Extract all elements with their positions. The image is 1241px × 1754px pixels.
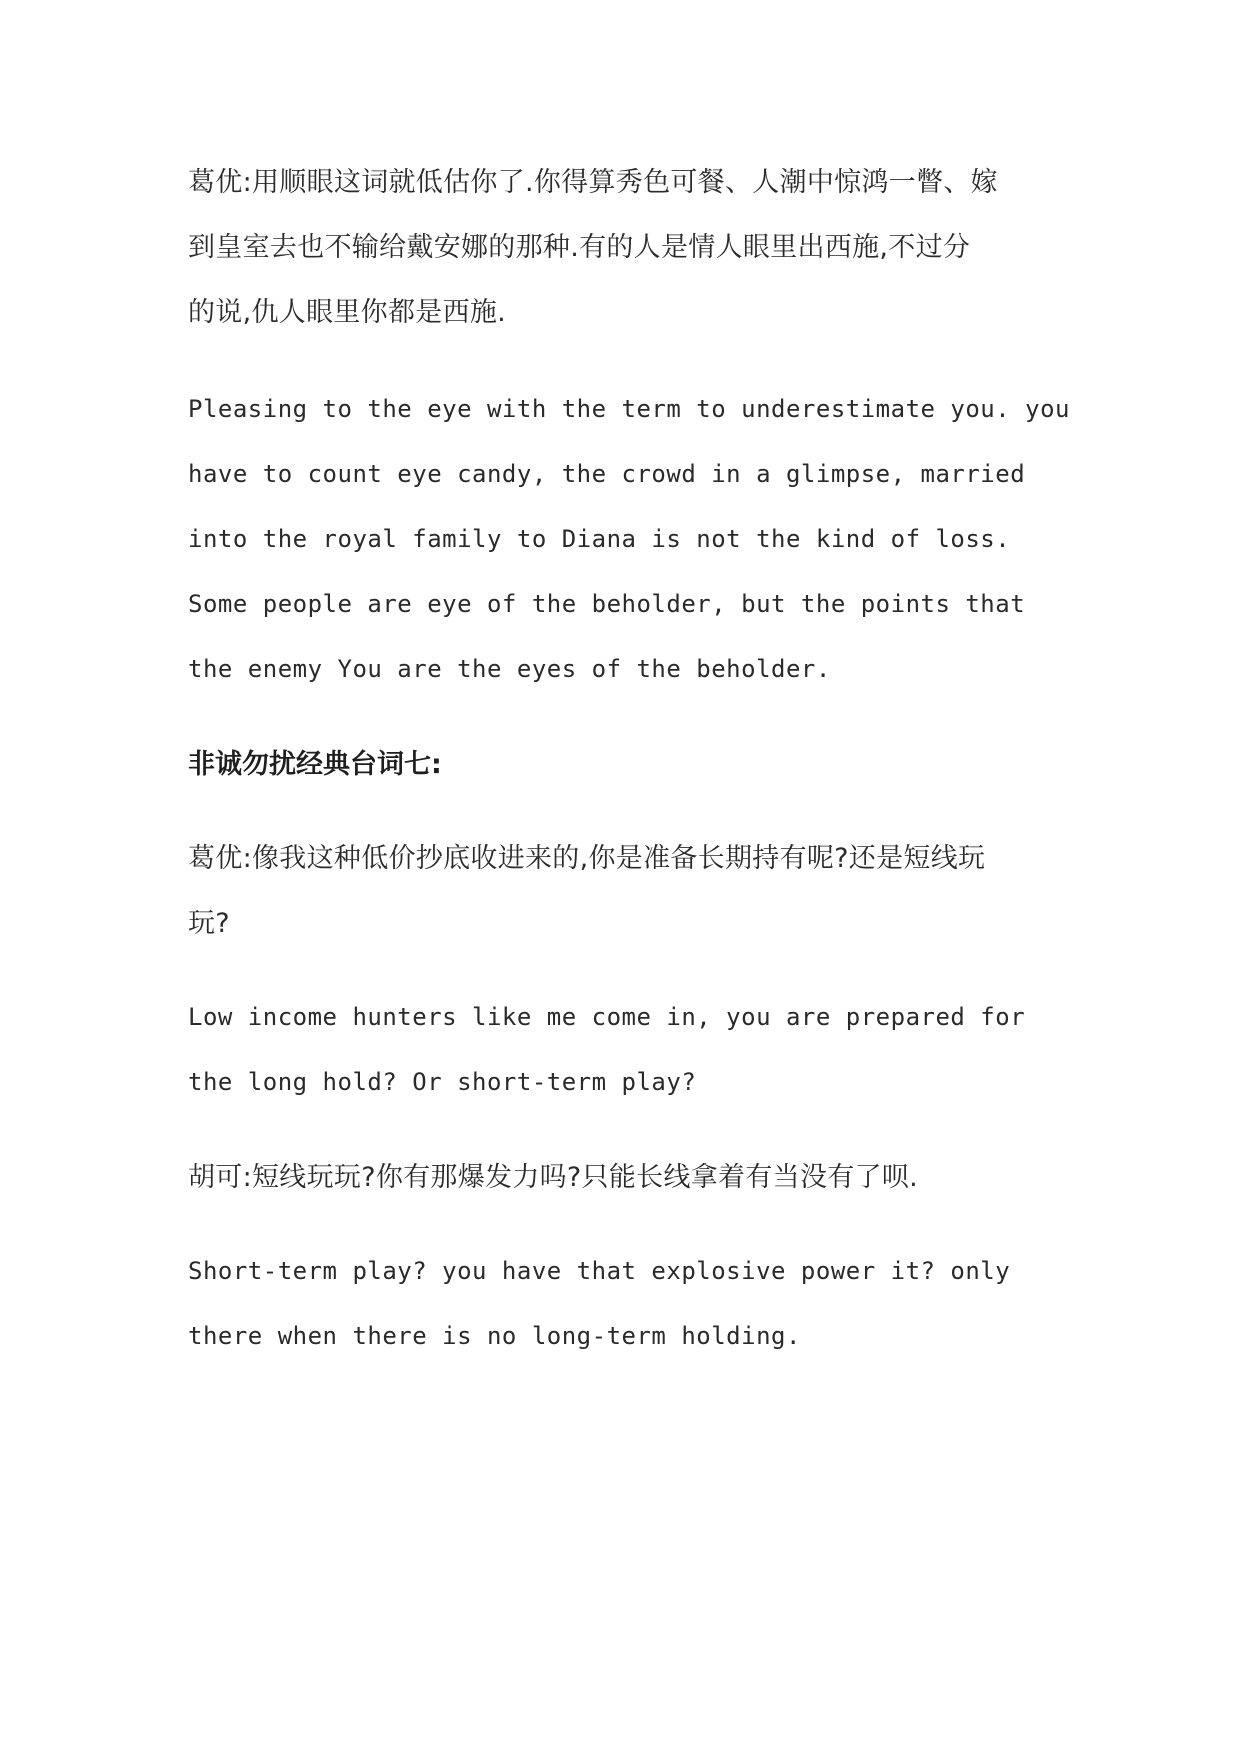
text-line: 的说,仇人眼里你都是西施. [188, 297, 507, 328]
dialogue-english-paragraph [188, 1239, 1068, 1369]
section-heading [188, 732, 1068, 797]
dialogue-chinese-paragraph [188, 826, 1068, 956]
text-line: have to count eye candy, the crowd in a glimpse, married [188, 460, 1026, 488]
dialogue-chinese-paragraph [188, 150, 1068, 345]
text-line: Short-term play? you have that explosive power it? only [188, 1257, 1011, 1285]
text-line: Low income hunters like me come in, you are prepared for [188, 1003, 1026, 1031]
text-line: the enemy You are the eyes of the beholder. [188, 655, 831, 683]
dialogue-english-paragraph [188, 377, 1071, 702]
text-line: 玩? [188, 908, 230, 939]
text-line: Some people are eye of the beholder, but the points that [188, 590, 1026, 618]
dialogue-english-paragraph [188, 985, 1068, 1115]
text-line: 葛优:用顺眼这词就低估你了.你得算秀色可餐、人潮中惊鸿一瞥、嫁 [188, 167, 998, 198]
text-line: 葛优:像我这种低价抄底收进来的,你是准备长期持有呢?还是短线玩 [188, 843, 986, 874]
text-line: there when there is no long-term holding. [188, 1322, 801, 1350]
text-line: 到皇室去也不输给戴安娜的那种.有的人是情人眼里出西施,不过分 [188, 232, 971, 263]
text-line: 胡可:短线玩玩?你有那爆发力吗?只能长线拿着有当没有了呗. [188, 1162, 919, 1193]
text-line: the long hold? Or short-term play? [188, 1068, 697, 1096]
heading-text: 非诚勿扰经典台词七: [188, 749, 442, 780]
text-line: Pleasing to the eye with the term to underestimate you. you [188, 395, 1071, 423]
text-line: into the royal family to Diana is not the kind of loss. [188, 525, 1011, 553]
dialogue-chinese-paragraph [188, 1145, 1068, 1210]
